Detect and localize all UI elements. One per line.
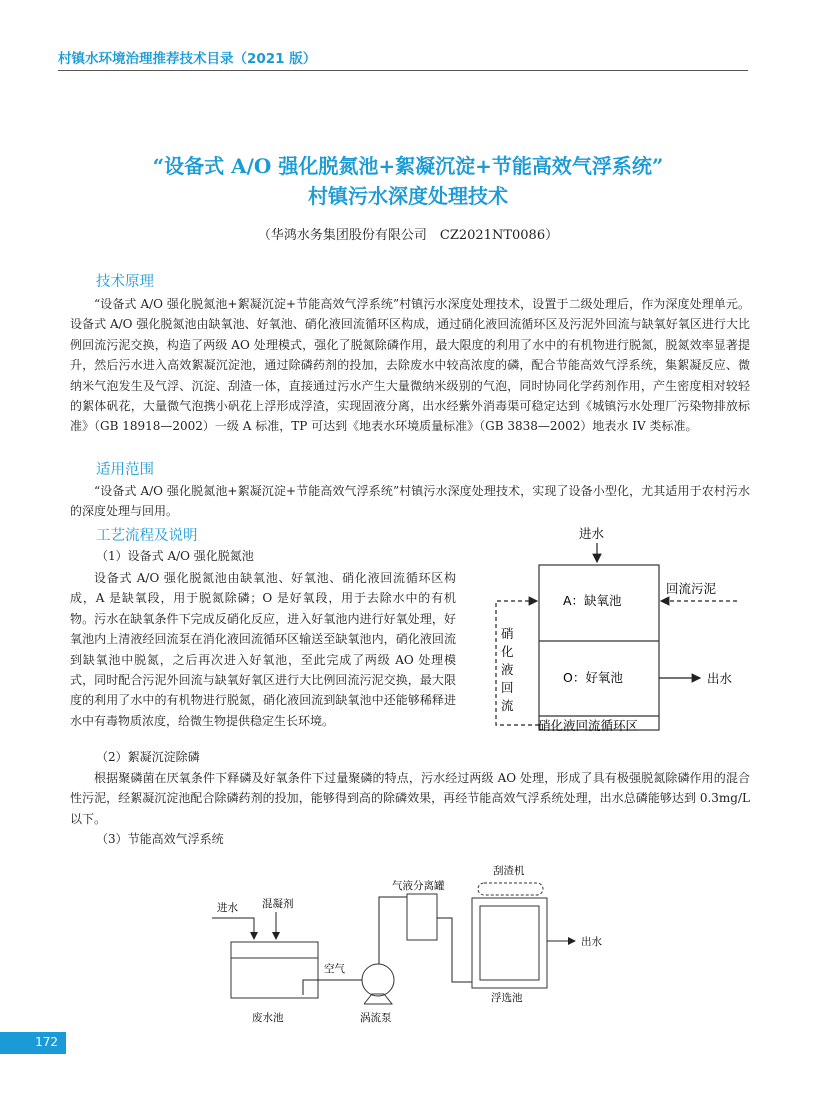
- section-heading-principle: 技术原理: [96, 274, 154, 290]
- paragraph-principle: “设备式 A/O 强化脱氮池+絮凝沉淀+节能高效气浮系统”村镇污水深度处理技术，设置于二级处理后，作为深度处理单元。设备式 A/O 强化脱氮池由缺氧池、好氧池、硝化液回流循环区构成，通过硝化液回流循环区及污泥外回流与缺氧好氧区进行大比例回流污泥交换，构造了两级 AO 处理模式，强化了脱氮除磷作用，最大限度的利用了水中的有机物进行脱氮，脱氮效率显著提升，然后污水进入高效絮凝沉淀池，通过除磷药剂的投加，去除废水中较高浓度的磷，配合节能高效气浮系统，集絮凝反应、微纳米气泡发生及气浮、沉淀、刮渣一体，直接通过污水产生大量微纳米级别的气泡，同时协同化学药剂作用，产生密度相对较轻的絮体矾花，大量微气泡携小矾花上浮形成浮渣，实现固液分离，出水经紫外消毒渠可稳定达到《城镇污水处理厂污染物排放标准》（GB 18918—2002）一级 A 标准，TP 可达到《地表水环境质量标准》（GB 3838—2002）地表水 IV 类标准。: [70, 297, 750, 434]
- diagram2-inlet-label: 进水: [217, 902, 238, 914]
- page-subtitle: （华鸿水务集团股份有限公司 CZ2021NT0086）: [257, 228, 559, 243]
- diagram2-coagulant-label: 混凝剂: [262, 898, 294, 910]
- page-number: 172: [35, 1035, 58, 1049]
- diagram1-bottom-label: 硝化液回流循环区: [538, 718, 639, 733]
- diagram1-anoxic-label: A：缺氧池: [563, 593, 622, 608]
- section-heading-scope: 适用范围: [96, 462, 154, 478]
- diagram2-inlet-pipe: [212, 918, 254, 939]
- diagram2-flotation-tank-label: 浮选池: [491, 992, 523, 1004]
- diagram2-pump-to-separator: [379, 897, 407, 964]
- diagram2-pump-base: [364, 994, 392, 1004]
- paragraph-phosphorus: 根据聚磷菌在厌氧条件下释磷及好氧条件下过量聚磷的特点，污水经过两级 AO 处理，形成了具有极强脱氮除磷作用的混合性污泥，经絮凝沉淀池配合除磷药剂的投加，能够得到高的除磷效果，再经节能高效气浮系统处理，出水总磷能够达到 0.3mg/L 以下。: [70, 771, 750, 826]
- diagram1-side-char-1: 硝: [501, 626, 514, 641]
- header-title: 村镇水环境治理推荐技术目录（2021 版）: [58, 51, 317, 67]
- diagram2-vortex-pump-label: 涡流泵: [360, 1012, 392, 1024]
- diagram2-air-label: 空气: [324, 963, 345, 975]
- diagram1-side-char-4: 回: [501, 680, 514, 695]
- diagram2-wastewater-tank: [231, 942, 318, 998]
- sub-heading-phosphorus: （2）絮凝沉淀除磷: [96, 750, 200, 764]
- diagram1-recirculation-line: [496, 601, 539, 725]
- page-number-box: [0, 1032, 66, 1054]
- diagram2-separator-tank: [407, 894, 437, 940]
- sub-heading-flotation: （3）节能高效气浮系统: [96, 832, 224, 846]
- paragraph-scope: “设备式 A/O 强化脱氮池+絮凝沉淀+节能高效气浮系统”村镇污水深度处理技术，实现了设备小型化，尤其适用于农村污水的深度处理与回用。: [70, 484, 750, 519]
- diagram2-scraper-belt: [478, 883, 543, 895]
- diagram1-tank: [539, 565, 659, 730]
- diagram2-suction-pipe: [303, 980, 362, 995]
- section-heading-process: 工艺流程及说明: [96, 528, 198, 544]
- diagram1-side-char-2: 化: [501, 644, 514, 659]
- diagram2-scraper-label: 刮渣机: [493, 865, 525, 877]
- diagram2-outlet-label: 出水: [581, 936, 602, 948]
- diagram2-flotation-inner: [480, 906, 539, 980]
- diagram1-sludge-return-label: 回流污泥: [666, 581, 717, 596]
- diagram1-aerobic-label: O：好氧池: [563, 670, 623, 685]
- header-rule: [58, 70, 748, 71]
- diagram2-wastewater-tank-label: 废水池: [252, 1012, 284, 1024]
- page-title-line1: “设备式 A/O 强化脱氮池+絮凝沉淀+节能高效气浮系统”: [152, 154, 664, 178]
- page-title-line2: 村镇污水深度处理技术: [308, 184, 508, 208]
- sub-heading-ao: （1）设备式 A/O 强化脱氮池: [96, 549, 254, 563]
- paragraph-ao: 设备式 A/O 强化脱氮池由缺氧池、好氧池、硝化液回流循环区构成，A 是缺氧段，用于脱氮除磷；O 是好氧段，用于去除水中的有机物。污水在缺氧条件下完成反硝化反应，进入好氧池内进行好氧处理，好氧池内上清液经回流泵在消化液回流循环区输送至缺氧池内，硝化液回流到缺氧池中脱氮，之后再次进入好氧池，至此完成了两级 AO 处理模式，同时配合污泥外回流与缺氧好氧区进行大比例回流污泥交换，最大限度的利用了水中的有机物进行脱氮，硝化液回流到缺氧池中还能够稀释进水中有毒物质浓度，给微生物提供稳定生长环境。: [70, 571, 456, 728]
- diagram1-side-char-5: 流: [501, 698, 514, 713]
- diagram2-separator-label: 气液分离罐: [392, 880, 445, 892]
- diagram1-outlet-label: 出水: [707, 671, 733, 686]
- diagram1-inlet-label: 进水: [579, 526, 605, 541]
- diagram2-separator-to-flotation: [437, 918, 472, 982]
- diagram2-flotation-tank: [472, 898, 547, 988]
- diagram1-side-char-3: 液: [501, 662, 514, 677]
- diagram2-vortex-pump: [362, 964, 394, 996]
